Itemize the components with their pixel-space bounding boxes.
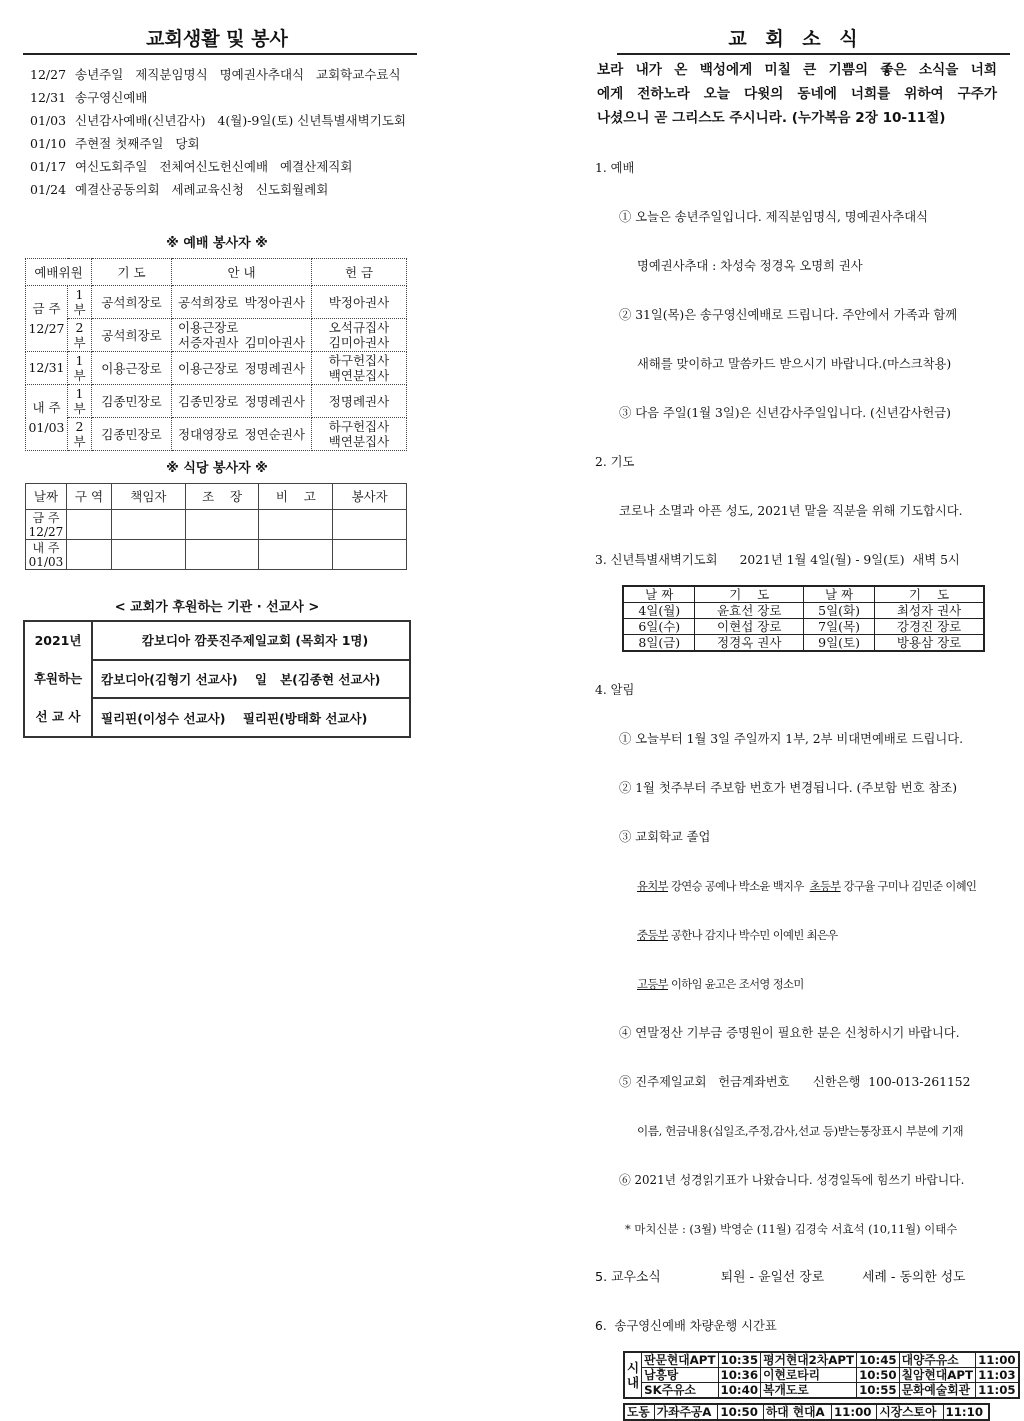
prayer-leader: 공석희장로 <box>92 319 172 352</box>
column-header: 예배위원 <box>26 259 92 286</box>
title-divider <box>617 53 1010 55</box>
left-page-title: 교회생활 및 봉사 <box>146 28 288 50</box>
usher-cell <box>172 286 312 319</box>
usher: 정대영장로 <box>178 426 239 442</box>
event-text: 예결산공동의회 세례교육신청 신도회월례회 <box>75 182 329 197</box>
pickup-stop: 시장스토아 <box>877 1404 943 1420</box>
prayer-leader: 강경진 장로 <box>875 619 984 635</box>
church-news-column <box>595 58 1016 1421</box>
table-row <box>26 385 407 418</box>
news-section-4: 4. 알림 ① 오늘부터 1월 3일 주일까지 1부, 2부 비대면예배로 드립니다. ② 1월 첫주부터 주보함 번호가 변경됩니다. (주보함 번호 참조) ③ 교회학교 졸업 유치부 강연승 공예나 박소윤 백지우 초등부 강구율 구미나 김민준 이혜인 중등부 공한나 감지나 박수민 이예빈 최은우 고등부 이하임 윤고은 조서영 정소미 ④ 연말정산 기부금 증명원이 필요한 분은 신청하시기 바랍니다. ⑤ 진주제일교회 헌금계좌번호 신한은행 100-013-261152 이름, 헌금내용(십일조,주정,감사,선교 등)받는통장표시 부분에 기재 ⑥ 2021년 성경읽기표가 나왔습니다. 성경일독에 힘쓰기 바랍니다. * 마치신분 : (3월) 박영순 (11월) 김경숙 서효석 (10,11월) 이태수 5. 교우소식 퇴원 - 윤일선 장로 세례 - 동의한 성도 6. 송구영신예배 차량운행 시간표 <box>595 683 977 1333</box>
event-date: 01/24 <box>30 182 67 197</box>
dawn-prayer-table <box>622 585 985 652</box>
event-text: 송년주일 제직분임명식 명예권사추대식 교회학교수료식 <box>75 67 401 82</box>
event-item <box>30 86 147 109</box>
table-row <box>623 603 984 619</box>
pickup-stop: SK주유소 <box>642 1383 718 1399</box>
column-header: 날 짜 <box>623 586 695 603</box>
table-row <box>623 635 984 652</box>
column-header: 구 역 <box>66 484 111 510</box>
event-date: 12/27 <box>30 67 67 82</box>
table-row <box>26 540 407 570</box>
service-part: 2부 <box>68 319 92 352</box>
pickup-stop: 판문현대APT <box>642 1352 718 1368</box>
usher-cell <box>172 319 312 352</box>
prayer-date: 6일(수) <box>623 619 695 635</box>
table-row <box>26 418 407 451</box>
right-page-title: 교 회 소 식 <box>728 28 864 50</box>
usher: 정연순권사 <box>244 426 305 442</box>
prayer-leader: 이용근장로 <box>92 352 172 385</box>
departure-time: 10:35 <box>718 1352 761 1368</box>
empty-cell <box>112 540 186 570</box>
empty-cell <box>333 510 407 540</box>
usher: 이용근장로 <box>178 360 239 376</box>
service-date: 금 주 12/27 <box>26 286 68 352</box>
prayer-date: 9일(토) <box>803 635 874 652</box>
column-header: 기 도 <box>695 586 804 603</box>
prayer-leader: 방용삼 장로 <box>875 635 984 652</box>
event-item <box>30 132 200 155</box>
usher: 정명례권사 <box>244 360 305 376</box>
usher-cell <box>172 385 312 418</box>
prayer-date: 8일(금) <box>623 635 695 652</box>
mission-row: 캄보디아 깜풋진주제일교회 (목회자 1명) <box>92 621 410 660</box>
missions-title: < 교회가 후원하는 기관 · 선교사 > <box>114 600 320 615</box>
shuttle-timetable <box>623 1351 1020 1399</box>
worship-servers-table <box>25 258 407 451</box>
column-header: 책임자 <box>112 484 186 510</box>
service-date: 내 주 01/03 <box>26 385 68 451</box>
service-part: 2부 <box>68 418 92 451</box>
event-date: 01/17 <box>30 159 67 174</box>
table-header-row <box>26 259 407 286</box>
table-row <box>26 286 407 319</box>
usher: 정명례권사 <box>244 393 305 409</box>
usher: 김미아권사 <box>244 335 305 350</box>
mission-row: 캄보디아(김형기 선교사) 일 본(김종현 선교사) <box>92 660 410 699</box>
departure-time: 11:05 <box>976 1383 1019 1399</box>
event-date: 01/03 <box>30 113 67 128</box>
table-row <box>26 319 407 352</box>
empty-cell <box>66 510 111 540</box>
service-part: 1부 <box>68 286 92 319</box>
empty-cell <box>185 540 259 570</box>
table-header-row <box>623 586 984 603</box>
pickup-stop: 칠암현대APT <box>899 1368 975 1383</box>
prayer-leader: 김종민장로 <box>92 418 172 451</box>
scripture-verse: 보라 내가 온 백성에게 미칠 큰 기쁨의 좋은 소식을 너희 에게 전하노라 오늘 다윗의 동네에 너희를 위하여 구주가 나셨으니 곧 그리스도 주시니라. (누가복음 2장 10-11절) <box>597 62 997 126</box>
departure-time: 11:10 <box>943 1404 989 1420</box>
usher: 이용근장로 서증자권사 <box>178 320 239 350</box>
worship-servers-title: ※ 예배 봉사자 ※ <box>166 236 268 251</box>
table-header-row <box>26 484 407 510</box>
event-item <box>30 109 406 132</box>
service-part: 1부 <box>68 385 92 418</box>
row-date: 내 주 01/03 <box>26 540 67 570</box>
mission-row: 필리핀(이성수 선교사) 필리핀(방태화 선교사) <box>92 698 410 737</box>
pickup-stop: 하대 현대A <box>763 1404 831 1420</box>
shuttle-timetable-dodong <box>623 1403 990 1421</box>
event-text: 여신도회주일 전체여신도헌신예배 예결산제직회 <box>75 159 353 174</box>
event-item <box>30 155 352 178</box>
event-item <box>30 63 401 86</box>
pickup-stop: 평거현대2차APT <box>761 1352 857 1368</box>
table-row <box>624 1383 1019 1399</box>
column-header: 헌 금 <box>312 259 407 286</box>
event-text: 송구영신예배 <box>75 90 148 105</box>
prayer-date: 7일(목) <box>803 619 874 635</box>
missions-table <box>23 620 411 738</box>
offering-server: 박정아권사 <box>312 286 407 319</box>
cafeteria-servers-table <box>25 483 407 570</box>
table-row <box>624 1404 989 1420</box>
empty-cell <box>66 540 111 570</box>
departure-time: 10:50 <box>857 1368 900 1383</box>
offering-server: 오석규집사 김미아권사 <box>312 319 407 352</box>
offering-server: 하구헌집사 백연분집사 <box>312 418 407 451</box>
event-text: 신년감사예배(신년감사) 4(월)-9일(토) 신년특별새벽기도회 <box>75 113 406 128</box>
pickup-stop: 남흥탕 <box>642 1368 718 1383</box>
column-header: 봉사자 <box>333 484 407 510</box>
missions-side-label: 2021년 후원하는 선 교 사 <box>24 621 92 737</box>
departure-time: 10:55 <box>857 1383 900 1399</box>
offering-server: 정명례권사 <box>312 385 407 418</box>
departure-time: 10:36 <box>718 1368 761 1383</box>
prayer-leader: 김종민장로 <box>92 385 172 418</box>
service-date: 12/31 <box>26 352 68 385</box>
empty-cell <box>185 510 259 540</box>
column-header: 기 도 <box>92 259 172 286</box>
event-item <box>30 178 328 201</box>
prayer-leader: 최성자 권사 <box>875 603 984 619</box>
empty-cell <box>259 510 333 540</box>
departure-time: 11:03 <box>976 1368 1019 1383</box>
pickup-stop: 가좌주공A <box>654 1404 718 1420</box>
departure-time: 10:45 <box>857 1352 900 1368</box>
news-section-1: 1. 예배 ① 오늘은 송년주일입니다. 제직분임명식, 명예권사추대식 명예권사추대 : 차성숙 정경옥 오명희 권사 ② 31일(목)은 송구영신예배로 드립니다. 주안에서 가족과 함께 새해를 맞이하고 말씀카드 받으시기 바랍니다.(마스크착용) ③ 다음 주일(1월 3일)은 신년감사주일입니다. (신년감사헌금) 2. 기도 코로나 소멸과 아픈 성도, 2021년 맡을 직분을 위해 기도합시다. 3. 신년특별새벽기도회 2021년 1월 4일(월) - 9일(토) 새벽 5시 <box>595 161 963 567</box>
usher-cell <box>172 352 312 385</box>
column-header: 비 고 <box>259 484 333 510</box>
pickup-stop: 대양주유소 <box>899 1352 975 1368</box>
dawn-prayer-schedule: 2021년 1월 4일(월) - 9일(토) 새벽 5시 <box>739 553 960 567</box>
event-date: 01/10 <box>30 136 67 151</box>
pickup-stop: 문화예술회관 <box>899 1383 975 1399</box>
empty-cell <box>259 540 333 570</box>
table-row <box>26 510 407 540</box>
prayer-date: 5일(화) <box>803 603 874 619</box>
service-part: 1부 <box>68 352 92 385</box>
empty-cell <box>112 510 186 540</box>
region-label: 도동 <box>624 1404 654 1420</box>
column-header: 날짜 <box>26 484 67 510</box>
empty-cell <box>333 540 407 570</box>
prayer-date: 4일(월) <box>623 603 695 619</box>
event-date: 12/31 <box>30 90 67 105</box>
table-row <box>624 1352 1019 1368</box>
table-row <box>26 352 407 385</box>
column-header: 날 짜 <box>803 586 874 603</box>
departure-time: 10:40 <box>718 1383 761 1399</box>
prayer-leader: 정경옥 권사 <box>695 635 804 652</box>
row-date: 금 주 12/27 <box>26 510 67 540</box>
pickup-stop: 이현로타리 <box>761 1368 857 1383</box>
usher-cell <box>172 418 312 451</box>
offering-server: 하구헌집사 백연분집사 <box>312 352 407 385</box>
prayer-leader: 윤효선 장로 <box>695 603 804 619</box>
usher: 박정아권사 <box>244 294 305 310</box>
prayer-leader: 공석희장로 <box>92 286 172 319</box>
region-label: 시 내 <box>624 1352 642 1398</box>
prayer-leader: 이현섭 장로 <box>695 619 804 635</box>
departure-time: 11:00 <box>976 1352 1019 1368</box>
usher: 김종민장로 <box>178 393 239 409</box>
departure-time: 10:50 <box>718 1404 763 1420</box>
pickup-stop: 복개도로 <box>761 1383 857 1399</box>
usher: 공석희장로 <box>178 294 239 310</box>
column-header: 안 내 <box>172 259 312 286</box>
cafeteria-servers-title: ※ 식당 봉사자 ※ <box>166 461 268 476</box>
title-divider <box>23 53 417 55</box>
column-header: 조 장 <box>185 484 259 510</box>
departure-time: 11:00 <box>831 1404 876 1420</box>
table-row <box>623 619 984 635</box>
table-row <box>624 1368 1019 1383</box>
event-text: 주현절 첫째주일 당회 <box>75 136 200 151</box>
column-header: 기 도 <box>875 586 984 603</box>
